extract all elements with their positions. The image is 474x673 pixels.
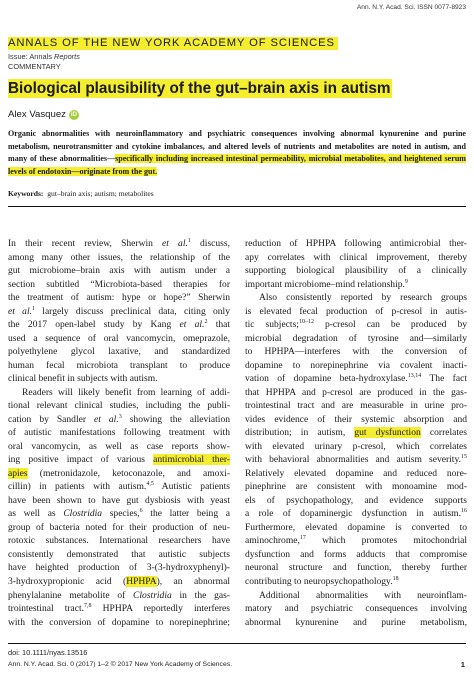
text-line [245, 251, 467, 265]
body-text: apy correlates with clinical improvement, thereby [245, 251, 467, 263]
text-line [245, 264, 467, 278]
text-line [8, 575, 230, 589]
body-text: that HPHPA and p-cresol are produced in the gas- [245, 386, 467, 398]
abstract-text: Organic abnormalities with neuroinflammatory and psychiatric consequences involving abnormal kynurenine and purine metabolism, neurotransmitter and cytokine imbalances, and altered levels of nutrients and metabolites are noted in autism, and many of these abnormalities— [8, 129, 466, 163]
body-text: that [207, 319, 231, 331]
body-text: rotoxic substances. International researchers have [8, 535, 230, 547]
body-text: group of bacteria noted for their production of neu- [8, 521, 230, 533]
text-line [245, 521, 467, 535]
text-line [245, 494, 467, 508]
citation-ref: 1 [187, 238, 191, 244]
body-text: dysfunction and forms adducts that compromise [245, 548, 467, 560]
body-text: HPHPA reportedly interferes [91, 603, 230, 615]
italic-text: et al. [179, 319, 205, 331]
text-line [8, 332, 230, 346]
body-text: which promotes mitochondrial [305, 535, 467, 547]
text-line [259, 291, 467, 305]
page-number: 1 [460, 660, 465, 669]
text-line [8, 278, 230, 292]
highlighted-text: apies [8, 467, 28, 479]
body-text: dopamine to norepinephrine via covalent inacti- [245, 359, 467, 371]
text-line [245, 534, 467, 548]
body-text: showing the alleviation [121, 413, 231, 425]
text-line [8, 413, 230, 427]
text-line [8, 251, 230, 265]
body-text: ), an abnormal [156, 576, 230, 587]
issue-line [8, 52, 80, 61]
italic-text: et al. [8, 305, 32, 317]
body-text: with behavioral abnormalities and autism severity. [245, 454, 461, 466]
text-line [245, 440, 467, 454]
text-line [245, 507, 467, 521]
article-title: Biological plausibility of the gut–brain axis in autism [8, 80, 391, 97]
body-text: trointestinal tract. [8, 603, 85, 615]
body-text: discuss, [190, 238, 230, 249]
text-line [8, 318, 230, 332]
body-text: section subtitled “Microbiota-based therapies for [8, 278, 230, 290]
body-text: (metronidazole, ketoconazole, and amoxi- [27, 467, 230, 479]
text-line [245, 467, 467, 481]
body-text: polyethylene glycol laxative, and standardized [8, 346, 230, 358]
body-text: gut microbiome–brain axis with autism under a [8, 265, 230, 277]
body-text: Autistic patients [153, 481, 230, 493]
text-line [245, 453, 467, 467]
citation-ref: 15 [461, 454, 467, 461]
text-line [245, 318, 467, 332]
text-line [8, 426, 230, 440]
body-text: matory and psychiatric consequences involving [245, 603, 467, 615]
text-line [8, 602, 230, 616]
text-line [245, 332, 467, 346]
citation-ref: 3 [118, 413, 122, 420]
text-line [8, 548, 230, 562]
text-line [8, 453, 230, 467]
body-text: reduction of HPHPA following antimicrobial ther- [245, 238, 467, 249]
text-line [8, 237, 230, 251]
body-text: Relatively elevated dopamine and reduced nore- [245, 467, 467, 479]
text-line [22, 386, 230, 400]
doi-link[interactable]: doi: 10.1111/nyas.13516 [8, 648, 88, 657]
citation-ref: 16 [461, 508, 467, 515]
italic-text: et al. [94, 413, 119, 425]
body-text: of autistic manifestations following treatment with [8, 427, 230, 439]
body-text: clinical benefit in subjects with autism. [8, 373, 158, 385]
text-line [8, 561, 230, 575]
text-line [245, 480, 467, 494]
text-line [245, 386, 467, 400]
body-text: to HPHPA—interferes with the conversion of [245, 346, 467, 358]
text-line [8, 372, 230, 386]
body-text: 3-hydroxypropionic acid ( [8, 576, 127, 587]
body-text: used a sequence of oral vancomycin, omeprazole, [8, 332, 230, 344]
citation-ref: 6 [139, 508, 143, 515]
text-line [245, 426, 467, 440]
highlighted-text: antimicrobial ther- [153, 454, 230, 466]
text-line [245, 602, 467, 616]
body-text: tional relevant clinical studies, including the publi- [8, 400, 230, 412]
body-text: vation of dopamine beta-hydroxylase. [245, 373, 408, 385]
body-text: cation by Sandler [8, 413, 95, 425]
text-line [8, 616, 230, 630]
body-text: cillin) in patients with autism. [8, 481, 147, 493]
body-text: aminochrome, [245, 535, 300, 547]
text-line [245, 372, 467, 386]
abstract [8, 128, 466, 178]
body-text: vides evidence of their systemic absorption and [245, 413, 467, 425]
body-text: is elevated fecal production of p-cresol in autis- [245, 305, 467, 317]
body-text: Additional abnormalities with neuroinflam- [259, 589, 467, 601]
body-text: microbial degradation of tyrosine and—similarly [245, 332, 467, 344]
body-text: with the conversion of dopamine to norepinephrine; [8, 616, 230, 628]
body-text: Furthermore, elevated dopamine is converted to [245, 521, 467, 533]
left-column [8, 237, 230, 629]
body-text: oral vancomycin, as well as case reports show- [8, 440, 230, 452]
italic-text: Clostridia [133, 589, 172, 601]
body-text: among many other issues, the relationship of the [8, 251, 230, 263]
keywords-list: gut–brain axis; autism; metabolites [47, 189, 154, 198]
keywords-line [8, 189, 154, 199]
abstract-divider [8, 206, 466, 207]
footer-divider [8, 643, 466, 644]
author-line [8, 109, 79, 121]
body-text: tic subjects; [245, 319, 299, 331]
text-line [245, 616, 467, 630]
keywords-label: Keywords: [8, 189, 44, 198]
text-line [8, 305, 230, 319]
citation-ref: 1 [32, 305, 35, 312]
body-text: supporting biological plausibility of a clinically [245, 265, 467, 277]
text-line [8, 291, 230, 305]
text-line [245, 305, 467, 319]
author-name: Alex Vasquez [8, 109, 66, 120]
text-line [8, 494, 230, 508]
copyright-line: Ann. N.Y. Acad. Sci. 0 (2017) 1–2 © 2017 New York Academy of Sciences. [8, 661, 233, 668]
highlighted-text: HPHPA [126, 576, 157, 587]
abstract-highlight: specifically including increased intestinal permeability, microbial metabolites, and heightened serum levels of endotoxin—originate from the gut. [8, 154, 467, 176]
body-text: p-cresol can be produced by [313, 319, 467, 331]
italic-text: et al. [162, 238, 188, 249]
body-text: a role of dopaminergic dysfunction in autism. [245, 508, 461, 520]
body-text: In their recent review, Sherwin [8, 238, 163, 249]
body-text: contributing to neuropsychopathology. [245, 576, 393, 587]
orcid-icon[interactable]: iD [70, 112, 77, 118]
text-line [8, 521, 230, 535]
issue-name: Reports [54, 52, 80, 61]
body-text: consistently demonstrated that autistic subjects [8, 548, 230, 560]
text-line [8, 589, 230, 603]
text-line [245, 561, 467, 575]
journal-name: ANNALS OF THE NEW YORK ACADEMY OF SCIENCES [8, 37, 338, 50]
right-column [245, 237, 467, 629]
text-line [8, 467, 230, 481]
text-line [8, 507, 230, 521]
text-line [8, 480, 230, 494]
text-line [245, 413, 467, 427]
text-line [245, 575, 467, 589]
body-text: as well as [8, 508, 64, 520]
citation-ref: 7,8 [84, 603, 92, 610]
body-text: distribution; in autism, [245, 427, 355, 439]
body-text: neuronal structure and function, thereby further [245, 562, 467, 574]
citation-ref: 10–12 [298, 319, 314, 326]
text-line [245, 237, 467, 251]
body-text: phenylalanine metabolite of [8, 589, 134, 601]
highlighted-text: gut dysfunction [354, 427, 421, 439]
body-text: trointestinal tract and are measurable in urine pro- [245, 400, 467, 412]
body-text: largely discuss preclinical data, citing only [35, 305, 230, 317]
text-line [8, 440, 230, 454]
body-text: human fecal microbiota transplant to produce [8, 359, 230, 371]
text-line [8, 264, 230, 278]
body-text: ing positive impact of various [8, 454, 154, 466]
text-line [8, 345, 230, 359]
body-text: Readers will likely benefit from learning of addi- [22, 386, 230, 398]
body-text: correlates [420, 427, 467, 439]
text-line [245, 278, 467, 292]
body-text: the latter being a [142, 508, 230, 520]
citation-ref: 13,14 [407, 373, 422, 380]
text-line [259, 589, 467, 603]
body-text: the treatment of autism: hype or hope?” Sherwin [8, 292, 230, 304]
body-text: have heighted production of 3-(3-hydroxyphenyl)- [8, 562, 230, 574]
body-text: Also consistently reported by research groups [259, 292, 467, 304]
body-text: the 2017 open-label study by Kang [8, 319, 180, 331]
citation-ref: 17 [299, 535, 306, 542]
text-line [8, 534, 230, 548]
text-line [245, 345, 467, 359]
issue-prefix: Issue: Annals [8, 52, 55, 61]
body-text: in the gas- [171, 589, 230, 601]
text-line [245, 548, 467, 562]
body-text: important microbiome–mind relationship. [245, 278, 405, 290]
body-text: abnormal kynurenine and purine metabolism, [245, 616, 467, 628]
body-text: pinephrine are consistent with monoamine mod- [245, 481, 467, 493]
citation-ref: 4,5 [146, 481, 154, 488]
citation-ref: 18 [392, 576, 399, 582]
text-line [8, 359, 230, 373]
text-line [8, 399, 230, 413]
body-text: have been shown to have gut dysbiosis with yeast [8, 494, 230, 506]
citation-ref: 2 [204, 319, 208, 326]
article-type: COMMENTARY [8, 62, 61, 71]
text-line [245, 359, 467, 373]
citation-ref: 9 [404, 278, 408, 285]
body-text: The fact [421, 373, 467, 385]
body-text: with elevated urinary p-cresol, which correlates [245, 440, 467, 452]
text-line [245, 399, 467, 413]
journal-citation: Ann. N.Y. Acad. Sci. ISSN 0077-8923 [356, 4, 466, 11]
body-text: els of psychopathology, and evidence supports [245, 494, 467, 506]
italic-text: Clostridia [63, 508, 103, 520]
body-text: species, [102, 508, 140, 520]
